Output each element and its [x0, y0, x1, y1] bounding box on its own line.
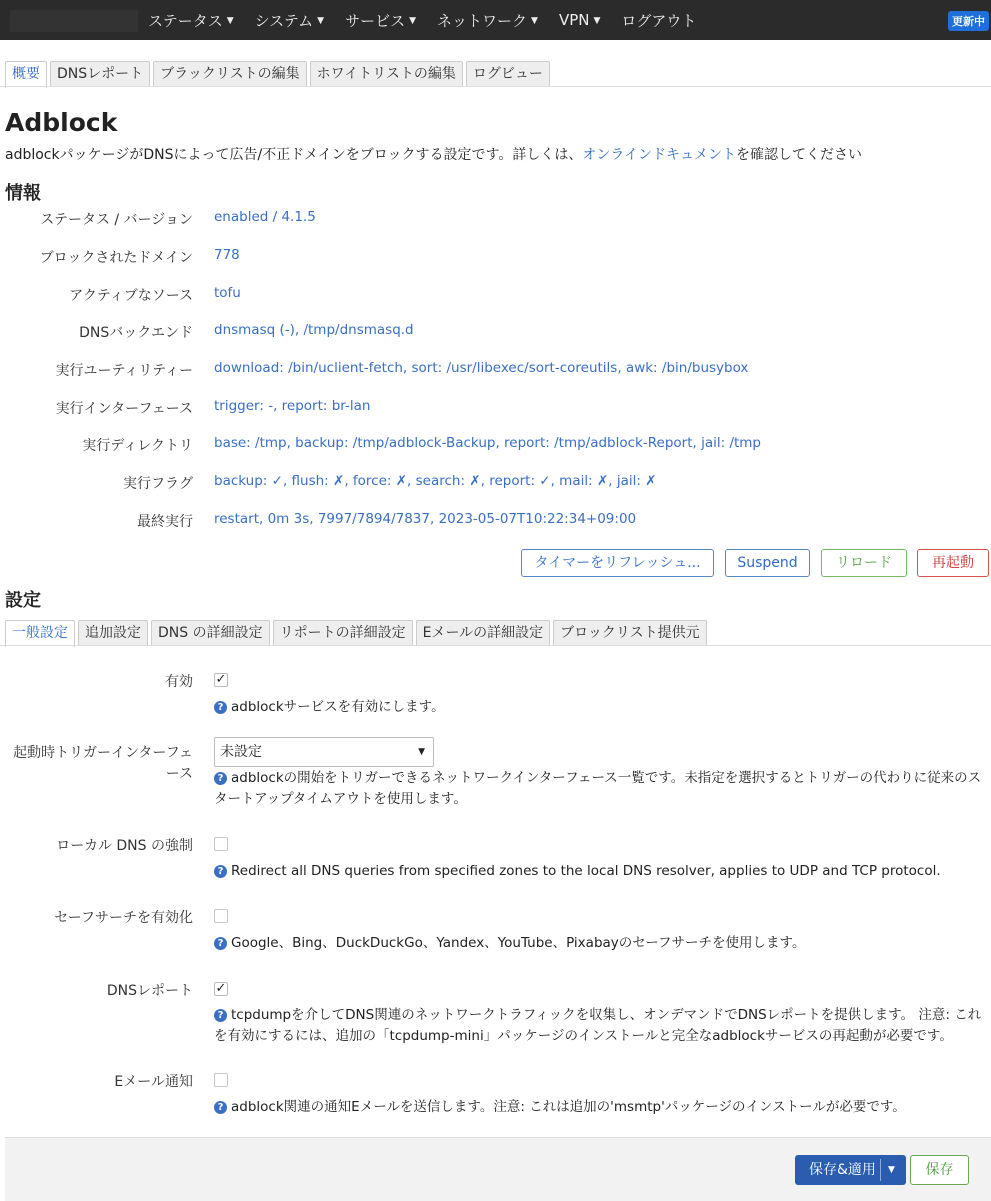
check-icon: ✓	[215, 981, 227, 996]
email-notification-checkbox[interactable]	[214, 1073, 228, 1087]
menu-status-label: ステータス	[148, 11, 223, 30]
tab-edit-blacklist[interactable]: ブラックリストの編集	[153, 61, 306, 86]
force-local-dns-help	[214, 861, 941, 882]
help-icon: ?	[214, 772, 227, 785]
page-description	[5, 144, 862, 164]
description-text: adblockパッケージがDNSによって広告/不正ドメインをブロックする設定です。詳しくは、	[5, 147, 583, 163]
chevron-down-icon: ▼	[593, 15, 601, 26]
info-value: enabled / 4.1.5	[214, 209, 316, 225]
safesearch-label: セーフサーチを有効化	[54, 910, 193, 926]
info-label: DNSバックエンド	[79, 325, 193, 341]
info-heading: 情報	[5, 183, 41, 204]
settings-tab-divider	[0, 645, 991, 646]
tab-dns-report[interactable]: DNSレポート	[50, 61, 150, 86]
help-line	[214, 1005, 981, 1026]
info-label: 実行ユーティリティー	[55, 363, 193, 379]
enabled-label: 有効	[165, 674, 193, 690]
reload-button[interactable]: リロード	[821, 549, 907, 577]
button-divider	[880, 1159, 881, 1181]
help-line	[214, 768, 981, 789]
help-text: adblockサービスを有効にします。	[231, 699, 445, 715]
tab-divider	[0, 86, 991, 87]
help-line: タートアップタイムアウトを使用します。	[214, 791, 467, 807]
info-label: 実行フラグ	[123, 476, 193, 492]
label-line: ース	[165, 766, 193, 782]
info-row-active-sources	[0, 285, 991, 305]
main-menu	[148, 0, 717, 40]
menu-logout[interactable]: ログアウト	[621, 11, 697, 30]
top-navbar	[0, 0, 991, 40]
caret-down-icon: ▼	[418, 747, 425, 757]
email-notification-help	[214, 1097, 906, 1118]
force-local-dns-checkbox[interactable]	[214, 837, 228, 851]
help-icon: ?	[214, 701, 227, 714]
help-text: tcpdumpを介してDNS関連のネットワークトラフィックを収集し、オンデマンドでDNSレポートを提供します。 注意: これ	[231, 1007, 982, 1023]
enabled-help	[214, 697, 445, 718]
help-icon: ?	[214, 1009, 227, 1022]
tab-log-view[interactable]: ログビュー	[466, 61, 550, 86]
description-suffix: を確認してください	[735, 147, 862, 163]
dropdown-caret-icon[interactable]: ▼	[888, 1165, 895, 1175]
info-row-last-run	[0, 511, 991, 531]
label-line: 起動時トリガーインターフェ	[13, 745, 193, 761]
info-row-dns-backend	[0, 322, 991, 342]
info-row-blocked-domains	[0, 247, 991, 267]
help-text: Redirect all DNS queries from specified zones to the local DNS resolver, applies to UDP and TCP protocol.	[231, 863, 941, 879]
info-label: 実行ディレクトリ	[82, 438, 193, 454]
help-icon: ?	[214, 937, 227, 950]
help-text: adblockの開始をトリガーできるネットワークインターフェース一覧です。未指定を選択するとトリガーの代わりに従来のス	[231, 770, 982, 786]
menu-network-label: ネットワーク	[437, 11, 528, 30]
info-value: dnsmasq (-), /tmp/dnsmasq.d	[214, 322, 414, 338]
chevron-down-icon: ▼	[531, 16, 538, 26]
info-label: 最終実行	[137, 514, 193, 530]
help-icon: ?	[214, 1101, 227, 1114]
update-status-badge[interactable]: 更新中	[948, 11, 989, 31]
save-apply-label: 保存&適用	[809, 1162, 876, 1178]
menu-network[interactable]	[437, 10, 538, 31]
menu-services-label: サービス	[345, 11, 406, 30]
info-value: download: /bin/uclient-fetch, sort: /usr/libexec/sort-coreutils, awk: /bin/busybox	[214, 360, 749, 376]
tab-blocklist-sources[interactable]: ブロックリスト提供元	[553, 620, 706, 645]
tab-email-advanced[interactable]: Eメールの詳細設定	[416, 620, 551, 645]
info-row-status	[0, 209, 991, 229]
info-label: アクティブなソース	[69, 288, 193, 304]
safesearch-help	[214, 933, 805, 954]
menu-vpn[interactable]	[559, 11, 600, 29]
tab-overview[interactable]: 概要	[5, 61, 47, 88]
main-tabs	[5, 61, 553, 88]
info-label: 実行インターフェース	[55, 401, 193, 417]
email-notification-label: Eメール通知	[114, 1074, 193, 1090]
menu-system-label: システム	[254, 11, 314, 30]
save-apply-button[interactable]	[795, 1155, 906, 1185]
menu-system[interactable]	[255, 10, 324, 31]
info-row-run-utils	[0, 360, 991, 380]
chevron-down-icon: ▼	[317, 16, 325, 26]
tab-general-settings[interactable]: 一般設定	[5, 620, 75, 647]
enabled-checkbox[interactable]	[214, 673, 228, 687]
info-label: ブロックされたドメイン	[39, 250, 193, 266]
menu-vpn-label: VPN	[558, 11, 590, 29]
page-title: Adblock	[5, 108, 118, 137]
tab-report-advanced[interactable]: リポートの詳細設定	[273, 620, 413, 645]
info-row-run-flags	[0, 473, 991, 493]
help-text: adblock関連の通知Eメールを送信します。注意: これは追加の'msmtp'パッケージのインストールが必要です。	[231, 1099, 906, 1115]
suspend-button[interactable]: Suspend	[725, 549, 810, 577]
chevron-down-icon: ▼	[226, 16, 234, 26]
info-value: base: /tmp, backup: /tmp/adblock-Backup, report: /tmp/adblock-Report, jail: /tmp	[214, 435, 762, 451]
dns-report-help	[214, 1005, 981, 1047]
info-row-run-directories	[0, 435, 991, 455]
brand-placeholder[interactable]	[10, 10, 138, 32]
chevron-down-icon: ▼	[409, 16, 416, 26]
trigger-interface-help	[214, 768, 981, 810]
info-value: trigger: -, report: br-lan	[214, 398, 371, 414]
info-value: 778	[214, 247, 240, 263]
tab-edit-whitelist[interactable]: ホワイトリストの編集	[310, 61, 463, 86]
force-local-dns-label: ローカル DNS の強制	[56, 838, 193, 854]
settings-heading: 設定	[5, 590, 41, 611]
menu-status[interactable]	[148, 10, 234, 31]
info-value: tofu	[214, 285, 241, 301]
info-label: ステータス / バージョン	[40, 212, 193, 228]
help-icon: ?	[214, 865, 227, 878]
check-icon: ✓	[215, 672, 227, 687]
info-row-run-interfaces	[0, 398, 991, 418]
info-value: restart, 0m 3s, 7997/7894/7837, 2023-05-07T10:22:34+09:00	[214, 511, 637, 527]
trigger-interface-label	[13, 743, 193, 785]
refresh-timer-button[interactable]: タイマーをリフレッシュ...	[521, 549, 714, 577]
settings-tabs	[5, 620, 710, 647]
tab-additional-settings[interactable]: 追加設定	[78, 620, 148, 645]
dns-report-checkbox[interactable]	[214, 982, 228, 996]
help-line: を有効にするには、追加の「tcpdump-mini」パッケージのインストールと完全なadblockサービスの再起動が必要です。	[214, 1028, 953, 1044]
trigger-interface-select[interactable]	[214, 737, 434, 767]
online-docs-link[interactable]: オンラインドキュメント	[582, 147, 736, 163]
safesearch-checkbox[interactable]	[214, 909, 228, 923]
restart-button[interactable]: 再起動	[917, 549, 989, 577]
select-value: 未設定	[220, 744, 262, 760]
save-button[interactable]: 保存	[910, 1155, 969, 1185]
dns-report-label: DNSレポート	[106, 983, 193, 999]
info-value: backup: ✓, flush: ✗, force: ✗, search: ✗, report: ✓, mail: ✗, jail: ✗	[214, 473, 657, 489]
menu-services[interactable]	[345, 10, 416, 31]
tab-dns-advanced[interactable]: DNS の詳細設定	[151, 620, 270, 645]
help-text: Google、Bing、DuckDuckGo、Yandex、YouTube、Pixabayのセーフサーチを使用します。	[231, 935, 806, 951]
